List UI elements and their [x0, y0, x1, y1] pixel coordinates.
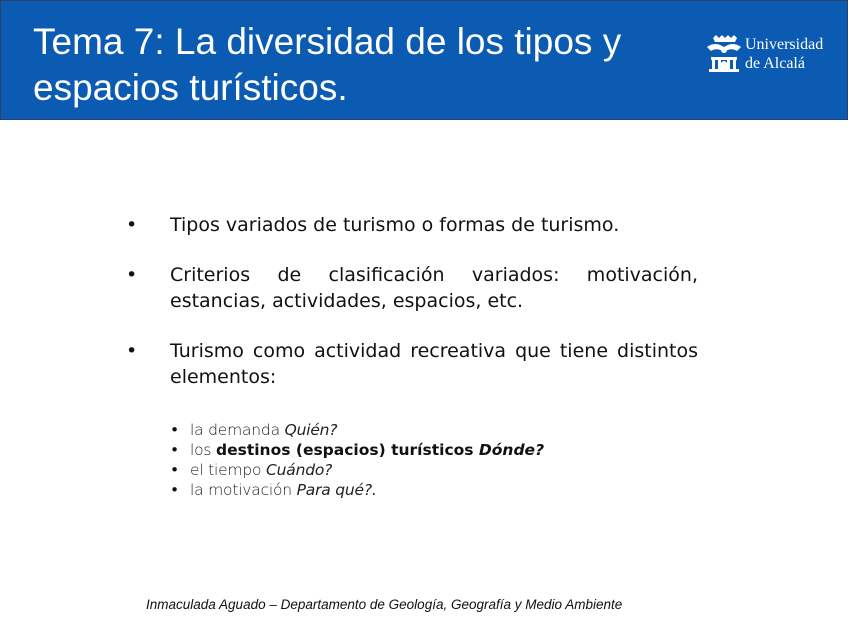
sub-bullet-question: Cuándo?: [266, 461, 333, 479]
sub-bullet-question: Quién?: [284, 421, 338, 439]
bullet-text: Turismo como actividad recreativa que tiene distintos elementos:: [170, 340, 698, 388]
bullet-item: [124, 338, 698, 390]
bullet-item: [124, 212, 698, 238]
sub-bullet-marker: •: [170, 441, 180, 459]
sub-bullet-question: Para qué?.: [296, 481, 377, 499]
sub-bullet-item: [170, 440, 544, 460]
slide-header: [0, 0, 848, 120]
bullet-text: Criterios de clasificación variados: motivación, estancias, actividades, espacios, etc.: [170, 264, 698, 312]
university-crest-icon: [705, 35, 743, 73]
sub-bullet-marker: •: [170, 481, 180, 499]
sub-bullet-item: [170, 420, 544, 440]
sub-bullet-prefix: el tiempo: [190, 461, 267, 479]
logo-line-1: Universidad: [745, 36, 824, 53]
bullet-marker: •: [126, 214, 138, 236]
sub-bullet-question: Dónde?: [478, 441, 545, 459]
university-name: [745, 35, 823, 73]
bullet-marker: •: [126, 340, 138, 362]
slide-footer: Inmaculada Aguado – Departamento de Geología, Geografía y Medio Ambiente: [146, 597, 623, 612]
title-line-2: espacios turísticos.: [33, 67, 348, 108]
sub-bullet-marker: •: [170, 421, 180, 439]
bullet-item: [124, 262, 698, 314]
title-line-1: Tema 7: La diversidad de los tipos y: [33, 21, 622, 62]
sub-bullet-item: [170, 480, 544, 500]
sub-bullet-item: [170, 460, 544, 480]
sub-bullet-prefix: los: [190, 441, 216, 459]
university-logo: [705, 35, 840, 75]
bullet-text: Tipos variados de turismo o formas de turismo.: [170, 214, 620, 236]
sub-bullet-prefix: la motivación: [190, 481, 297, 499]
sub-bullet-prefix: la demanda: [190, 421, 285, 439]
bullet-marker: •: [126, 264, 138, 286]
logo-line-2: de Alcalá: [745, 55, 805, 72]
sub-bullet-marker: •: [170, 461, 180, 479]
slide-title: [33, 19, 693, 111]
main-bullet-list: [124, 212, 698, 414]
sub-bullet-list: [170, 420, 544, 500]
sub-bullet-bold: destinos (espacios) turísticos: [216, 441, 479, 459]
